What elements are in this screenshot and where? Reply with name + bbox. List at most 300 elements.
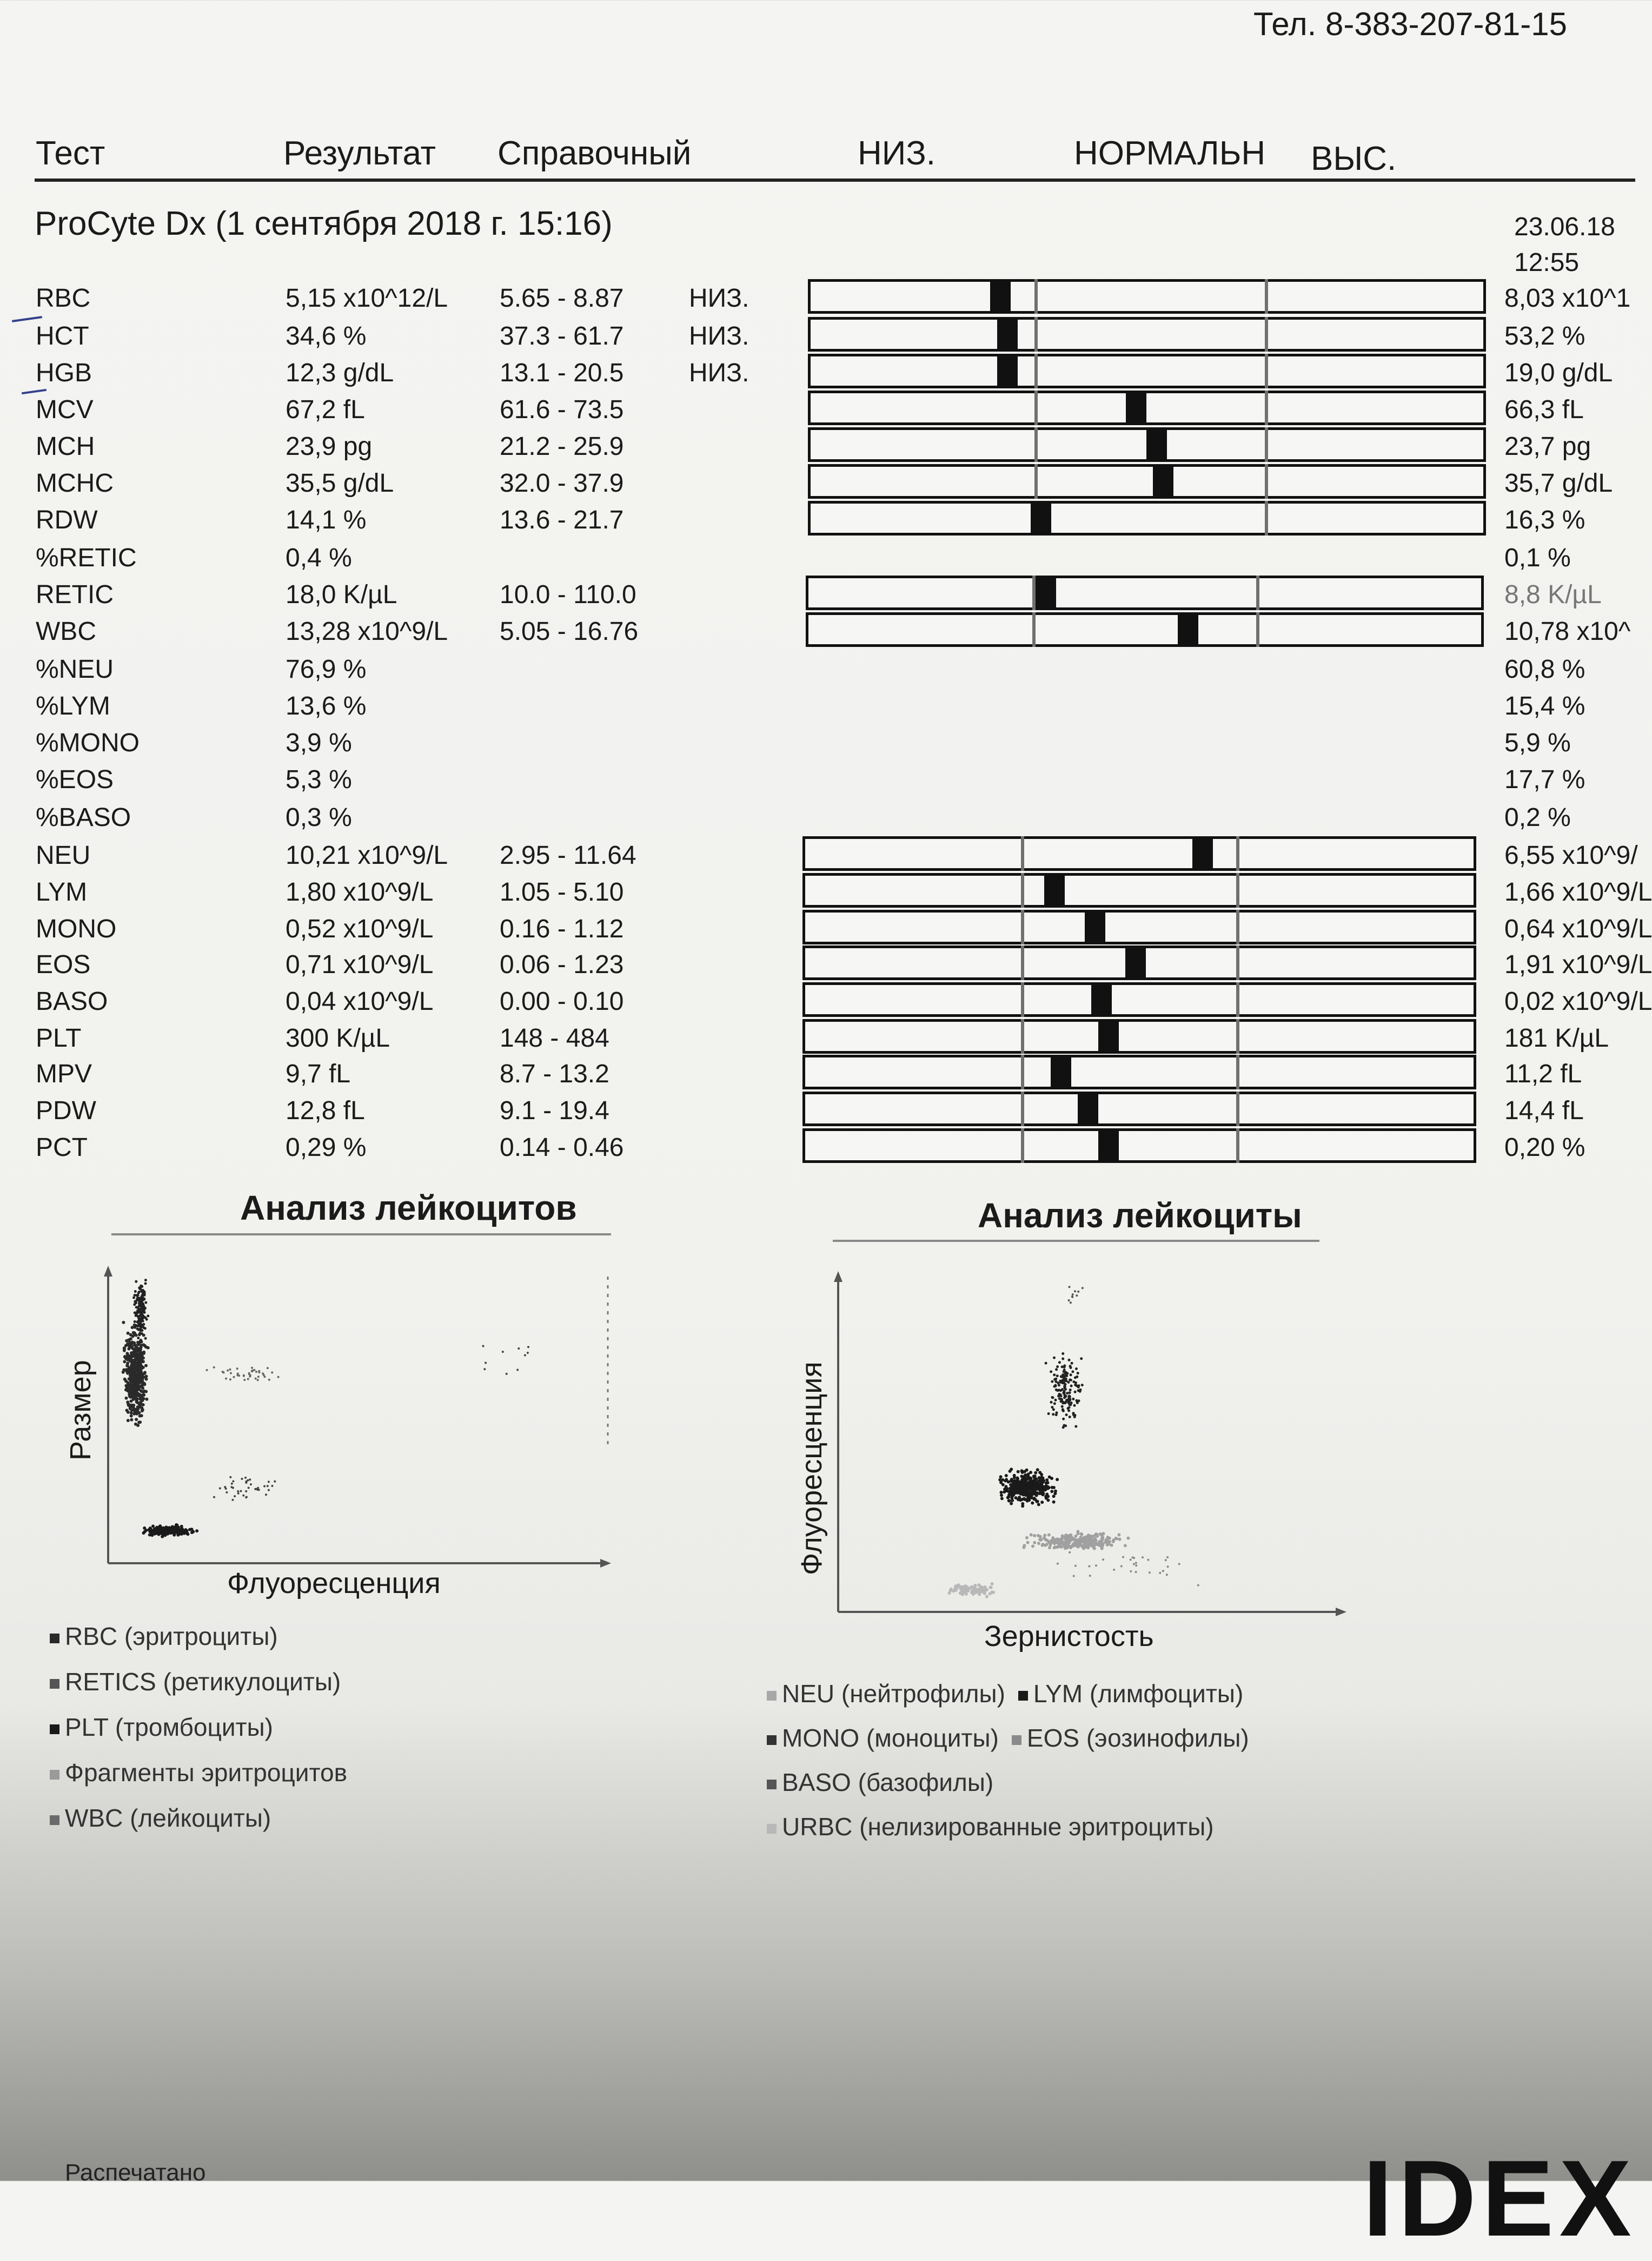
- scatter-dot: [250, 1483, 252, 1485]
- reference-range: 37.3 - 61.7: [500, 322, 624, 351]
- legend-row: [50, 1622, 360, 1651]
- scatter-dot: [268, 1379, 270, 1381]
- legend-item: [1012, 1724, 1249, 1752]
- scatter-dot: [1124, 1544, 1127, 1548]
- scatter-dot: [127, 1332, 130, 1335]
- legend-swatch: [1012, 1735, 1021, 1745]
- scatter-dot: [1017, 1470, 1020, 1473]
- scatter-dot: [1127, 1537, 1130, 1540]
- scatter-dot: [983, 1589, 986, 1592]
- scatter-dot: [135, 1324, 138, 1327]
- scatter-dot: [132, 1353, 135, 1356]
- range-bar-tick: [1265, 279, 1268, 314]
- scatter-dot: [230, 1486, 233, 1488]
- scatter-dot: [1023, 1497, 1026, 1500]
- scatter-dot: [231, 1499, 234, 1501]
- scatter-dot: [144, 1282, 147, 1285]
- scatter-dot: [263, 1374, 265, 1376]
- scatter-dot: [144, 1337, 147, 1340]
- scatter-dot: [141, 1399, 144, 1402]
- scatter-dot: [1069, 1389, 1072, 1391]
- scatter-dot: [126, 1387, 129, 1390]
- scatter-dot: [963, 1585, 966, 1589]
- scatter-dot: [257, 1376, 260, 1378]
- scatter-dot: [1159, 1572, 1161, 1574]
- result-marker: [997, 354, 1018, 388]
- test-name: RETIC: [36, 580, 114, 609]
- scatter-dot: [249, 1374, 251, 1377]
- previous-result: 0,2 %: [1504, 803, 1571, 832]
- scatter-dot: [1165, 1559, 1167, 1561]
- previous-result: 17,7 %: [1504, 765, 1585, 794]
- scatter-dot: [127, 1338, 130, 1341]
- scatter-dot: [1074, 1414, 1077, 1417]
- scatter-dot: [1080, 1357, 1083, 1360]
- scatter-dot: [1065, 1536, 1068, 1539]
- scatter-dot: [137, 1337, 140, 1339]
- previous-result: 60,8 %: [1504, 655, 1585, 684]
- legend-item: [50, 1804, 271, 1832]
- range-bar-tick: [1236, 1055, 1239, 1089]
- range-bar-tick: [1021, 1128, 1024, 1163]
- range-bar-tick: [1034, 427, 1038, 462]
- scatter-dot: [271, 1485, 274, 1487]
- scatter-dot: [140, 1341, 143, 1344]
- scatter-dot: [990, 1586, 993, 1589]
- range-bar-tick: [1265, 501, 1268, 536]
- scatter-dot: [1010, 1492, 1013, 1496]
- range-bar-rdw: [808, 501, 1486, 536]
- scatter-dot: [125, 1409, 129, 1412]
- previous-result: 8,03 x10^1: [1504, 284, 1631, 313]
- scatter-dot: [1015, 1481, 1018, 1484]
- scatter-dot: [1023, 1544, 1026, 1547]
- scatter-dot: [225, 1491, 228, 1493]
- scatter-dot: [1070, 1401, 1073, 1404]
- scatter-dot: [1067, 1398, 1070, 1400]
- scatter-dot: [999, 1475, 1003, 1478]
- scatter-dot: [227, 1370, 229, 1372]
- scatter-dot: [134, 1294, 136, 1297]
- scatter-dot: [483, 1368, 486, 1370]
- scatter-dot: [143, 1526, 146, 1530]
- scatter-dot: [136, 1385, 140, 1388]
- test-result: 12,8 fL: [286, 1096, 365, 1125]
- range-bar-mcv: [808, 391, 1486, 425]
- plot1-xlabel: Флуоресценция: [227, 1567, 441, 1599]
- test-name: PCT: [36, 1133, 88, 1162]
- scatter-dot: [1053, 1357, 1056, 1359]
- scatter-dot: [1100, 1547, 1104, 1550]
- scatter-dot: [1100, 1533, 1103, 1537]
- scatter-dot: [141, 1409, 144, 1412]
- test-name: MCH: [36, 432, 95, 461]
- scatter-dot: [958, 1585, 961, 1588]
- scatter-dot: [1094, 1539, 1097, 1542]
- test-name: BASO: [36, 987, 108, 1016]
- scatter-dot: [1054, 1490, 1057, 1493]
- previous-result: 15,4 %: [1504, 692, 1585, 720]
- scatter-dot: [1135, 1562, 1137, 1564]
- scatter-dot: [1047, 1412, 1050, 1415]
- scatter-dot: [124, 1344, 128, 1347]
- range-bar-tick: [1236, 1128, 1239, 1163]
- scatter-dot: [127, 1371, 130, 1374]
- scatter-dot: [1068, 1359, 1071, 1361]
- scatter-dot: [246, 1480, 248, 1483]
- scatter-dot: [126, 1381, 129, 1384]
- scatter-dot: [1064, 1425, 1067, 1427]
- legend-swatch: [50, 1815, 59, 1825]
- reference-range: 0.16 - 1.12: [500, 915, 624, 943]
- legend-swatch: [1018, 1691, 1028, 1701]
- legend-item: [767, 1680, 1005, 1708]
- scatter-dot: [1053, 1402, 1056, 1405]
- scatter-dot: [1050, 1477, 1053, 1480]
- scatter-dot: [142, 1323, 145, 1326]
- scatter-dot: [1050, 1370, 1052, 1373]
- scatter-dot: [257, 1379, 259, 1381]
- scatter-dot: [1027, 1472, 1030, 1476]
- scatter-dot: [1091, 1541, 1094, 1544]
- scatter-dot: [139, 1308, 142, 1311]
- scatter-dot: [229, 1476, 231, 1478]
- legend-item: [767, 1768, 993, 1796]
- test-name: MCHC: [36, 469, 114, 498]
- test-result: 12,3 g/dL: [286, 359, 394, 387]
- test-result: 5,3 %: [286, 765, 352, 794]
- test-name: HGB: [36, 359, 92, 387]
- scatter-dot: [1087, 1539, 1090, 1543]
- test-result: 13,6 %: [286, 692, 367, 720]
- scatter-dot: [1040, 1479, 1044, 1482]
- range-bar-tick: [1034, 279, 1038, 314]
- scatter-dot: [1053, 1373, 1056, 1376]
- scatter-dot: [485, 1362, 487, 1364]
- test-result: 5,15 x10^12/L: [286, 284, 448, 313]
- scatter-dot: [1071, 1362, 1073, 1365]
- scatter-dot: [1077, 1372, 1079, 1374]
- reference-range: 21.2 - 25.9: [500, 432, 624, 461]
- scatter-dot: [258, 1371, 260, 1373]
- test-result: 0,29 %: [286, 1133, 367, 1162]
- scatter-dot: [1122, 1556, 1124, 1558]
- scatter-dot: [1047, 1541, 1051, 1544]
- reference-range: 0.00 - 0.10: [500, 987, 624, 1016]
- scatter-dot: [1037, 1503, 1040, 1506]
- scatter-dot: [1149, 1571, 1151, 1574]
- scatter-dot: [1062, 1392, 1065, 1394]
- scatter-dot: [1037, 1483, 1040, 1486]
- scatter-dot: [267, 1485, 269, 1487]
- legend-item: [50, 1713, 273, 1741]
- scatter-dot: [133, 1392, 136, 1396]
- scatter-dot: [1080, 1533, 1083, 1536]
- header-test: Тест: [36, 135, 105, 172]
- test-name: MCV: [36, 395, 94, 424]
- test-name: NEU: [36, 841, 91, 870]
- result-marker: [1091, 982, 1112, 1017]
- scatter-dot: [1020, 1479, 1024, 1483]
- legend-swatch: [50, 1724, 59, 1734]
- reference-range: 2.95 - 11.64: [500, 841, 636, 870]
- scatter-dot: [1074, 1376, 1077, 1379]
- scatter-dot: [1000, 1497, 1004, 1500]
- scatter-dot: [1058, 1389, 1060, 1391]
- test-name: MPV: [36, 1060, 92, 1088]
- scatter-dot: [1055, 1413, 1058, 1416]
- scatter-dot: [138, 1305, 141, 1307]
- scatter-dot: [144, 1301, 147, 1304]
- scatter-dot: [191, 1530, 195, 1533]
- scatter-dot: [990, 1591, 993, 1594]
- scatter-dot: [1027, 1488, 1031, 1491]
- scatter-dot: [991, 1582, 994, 1585]
- test-name: RBC: [36, 284, 91, 313]
- test-name: RDW: [36, 506, 98, 534]
- scatter-dot: [130, 1418, 133, 1422]
- scatter-dot: [966, 1589, 970, 1592]
- result-marker: [997, 317, 1018, 352]
- scatter-dot: [181, 1532, 184, 1535]
- scatter-dot: [125, 1397, 128, 1400]
- scatter-dot: [134, 1320, 136, 1323]
- scatter-dot: [1006, 1496, 1010, 1499]
- scatter-dot: [123, 1347, 126, 1350]
- header-result: Результат: [283, 135, 436, 172]
- scatter-dot: [137, 1421, 141, 1424]
- scatter-dot: [1008, 1499, 1011, 1503]
- test-name: %RETIC: [36, 544, 137, 572]
- legend-item: [50, 1668, 341, 1696]
- scatter-dot: [1045, 1362, 1047, 1365]
- previous-date: 23.06.18: [1514, 213, 1615, 241]
- range-bar-hgb: [808, 354, 1486, 388]
- scatter-dot: [1081, 1384, 1084, 1386]
- scatter-dot: [1051, 1396, 1054, 1399]
- scatter-dot: [527, 1352, 529, 1354]
- scatter-dot: [1053, 1545, 1057, 1549]
- scatter-dot: [527, 1346, 529, 1348]
- scatter-dot: [136, 1297, 139, 1299]
- scatter-dot: [1084, 1543, 1087, 1546]
- scatter-dot: [223, 1371, 225, 1373]
- scatter-dot: [1000, 1491, 1003, 1494]
- plot2-title: Анализ лейкоциты: [978, 1196, 1302, 1235]
- scatter-dot: [1070, 1373, 1072, 1376]
- range-bar-lym: [802, 873, 1476, 908]
- scatter-dot: [1118, 1538, 1122, 1541]
- range-bar-mpv: [802, 1055, 1476, 1089]
- scatter-dot: [1031, 1482, 1034, 1485]
- scatter-dot: [506, 1373, 508, 1375]
- scatter-dot: [1030, 1533, 1033, 1537]
- scatter-dot: [134, 1290, 137, 1293]
- test-name: PLT: [36, 1024, 82, 1053]
- reference-range: 32.0 - 37.9: [500, 469, 624, 498]
- legend-swatch: [767, 1780, 777, 1789]
- scatter-dot: [1065, 1380, 1067, 1383]
- scatter-dot: [229, 1368, 231, 1371]
- scatter-dot: [135, 1311, 138, 1314]
- previous-result: 0,20 %: [1504, 1133, 1585, 1162]
- scatter-dot: [1062, 1410, 1065, 1412]
- scatter-dot: [175, 1523, 178, 1526]
- result-marker: [1031, 501, 1051, 536]
- scatter-dot: [1063, 1381, 1065, 1384]
- scatter-dot: [138, 1393, 141, 1396]
- range-bar-tick: [1021, 1019, 1024, 1054]
- range-bar-neu: [802, 836, 1476, 871]
- legend-label: Фрагменты эритроцитов: [65, 1758, 348, 1787]
- reference-range: 13.1 - 20.5: [500, 359, 624, 387]
- scatter-dot: [1063, 1386, 1066, 1389]
- scatter-dot: [1011, 1499, 1014, 1502]
- scatter-dot: [1055, 1368, 1058, 1371]
- reference-range: 0.14 - 0.46: [500, 1133, 624, 1162]
- scatter-dot: [1106, 1536, 1110, 1539]
- scatter-dot: [138, 1332, 141, 1334]
- scatter-dot: [1043, 1486, 1046, 1489]
- scatter-dot: [1063, 1364, 1066, 1367]
- previous-result: 10,78 x10^: [1504, 617, 1631, 646]
- scatter-dot: [1050, 1490, 1053, 1493]
- scatter-dot: [1067, 1410, 1070, 1412]
- scatter-dot: [1052, 1413, 1054, 1416]
- scatter-dot: [1058, 1361, 1061, 1364]
- previous-result: 53,2 %: [1504, 322, 1585, 351]
- range-bar-tick: [1236, 873, 1239, 908]
- scatter-dot: [245, 1490, 247, 1492]
- range-bar-tick: [1236, 836, 1239, 871]
- scatter-dot: [137, 1292, 140, 1294]
- reference-range: 61.6 - 73.5: [500, 395, 624, 424]
- previous-result: 14,4 fL: [1504, 1096, 1584, 1125]
- scatter-dot: [1073, 1404, 1076, 1407]
- scatter-dot: [1133, 1563, 1135, 1565]
- plot1-scatter: [65, 1260, 616, 1596]
- result-marker: [1098, 1019, 1119, 1054]
- scatter-dot: [130, 1380, 133, 1384]
- range-bar-wbc: [806, 612, 1484, 647]
- scatter-dot: [143, 1390, 146, 1393]
- scatter-dot: [213, 1496, 215, 1498]
- scatter-dot: [1062, 1418, 1065, 1420]
- scatter-dot: [233, 1376, 235, 1378]
- plot2-scatter: [806, 1266, 1357, 1634]
- flag-low: НИЗ.: [689, 322, 749, 351]
- legend-row: [50, 1803, 360, 1833]
- scatter-dot: [140, 1353, 143, 1356]
- test-result: 3,9 %: [286, 729, 352, 757]
- range-bar-tick: [1021, 1092, 1024, 1126]
- scatter-dot: [168, 1526, 171, 1529]
- scatter-dot: [126, 1362, 129, 1365]
- scatter-dot: [135, 1314, 137, 1317]
- scatter-dot: [265, 1493, 267, 1496]
- scatter-dot: [1089, 1575, 1091, 1577]
- range-bar-tick: [1034, 464, 1038, 499]
- range-bar-retic: [806, 576, 1484, 610]
- scatter-dot: [502, 1351, 504, 1353]
- scatter-dot: [1063, 1401, 1066, 1404]
- scatter-dot: [1056, 1365, 1059, 1368]
- scatter-dot: [141, 1285, 143, 1288]
- table-row: [0, 540, 1635, 577]
- plot2-legend: [767, 1679, 1262, 1856]
- scatter-dot: [123, 1360, 126, 1363]
- scatter-dot: [236, 1367, 238, 1370]
- result-marker: [1153, 464, 1173, 499]
- scatter-dot: [1059, 1545, 1062, 1548]
- legend-row: [50, 1667, 360, 1696]
- scatter-dot: [160, 1530, 163, 1533]
- scatter-dot: [1052, 1408, 1055, 1411]
- range-bar-tick: [1021, 1055, 1024, 1089]
- scatter-dot: [245, 1496, 247, 1498]
- scatter-dot: [984, 1585, 987, 1589]
- scatter-dot: [1108, 1540, 1111, 1543]
- scatter-dot: [1065, 1371, 1067, 1374]
- scatter-dot: [1069, 1391, 1071, 1394]
- scatter-dot: [1000, 1493, 1003, 1497]
- scatter-dot: [1087, 1533, 1090, 1537]
- reference-range: 8.7 - 13.2: [500, 1060, 609, 1088]
- scatter-dot: [1041, 1544, 1044, 1547]
- scatter-dot: [237, 1492, 240, 1495]
- scatter-dot: [1197, 1584, 1199, 1586]
- test-result: 76,9 %: [286, 655, 367, 684]
- scatter-dot: [1096, 1535, 1099, 1538]
- scatter-dot: [243, 1374, 245, 1377]
- range-bar-tick: [1236, 910, 1239, 944]
- scatter-dot: [518, 1347, 520, 1350]
- scatter-dot: [129, 1404, 132, 1407]
- scatter-dot: [482, 1345, 485, 1347]
- scatter-dot: [267, 1367, 269, 1369]
- scatter-dot: [1069, 1286, 1071, 1288]
- legend-item: [50, 1622, 278, 1650]
- scatter-dot: [143, 1382, 146, 1385]
- scatter-dot: [1092, 1545, 1095, 1549]
- range-bar-tick: [1034, 391, 1038, 425]
- previous-result: 5,9 %: [1504, 729, 1571, 757]
- legend-label: URBC (нелизированные эритроциты): [782, 1813, 1214, 1841]
- test-name: %MONO: [36, 729, 140, 757]
- scatter-dot: [131, 1395, 135, 1398]
- scatter-dot: [224, 1486, 226, 1488]
- scatter-dot: [1046, 1481, 1050, 1484]
- scatter-dot: [142, 1290, 145, 1293]
- result-marker: [1125, 946, 1146, 980]
- scatter-dot: [130, 1411, 133, 1414]
- scatter-dot: [1061, 1405, 1064, 1408]
- plot1-ylabel: Размер: [64, 1360, 97, 1460]
- test-result: 67,2 fL: [286, 395, 365, 424]
- test-result: 300 K/µL: [286, 1024, 390, 1053]
- scatter-dot: [1045, 1478, 1049, 1482]
- scatter-dot: [1041, 1492, 1044, 1496]
- test-result: 9,7 fL: [286, 1060, 351, 1088]
- scatter-dot: [1065, 1413, 1068, 1416]
- scatter-dot: [1038, 1489, 1041, 1492]
- scatter-dot: [1105, 1541, 1108, 1544]
- scatter-dot: [1034, 1482, 1037, 1485]
- scatter-dot: [1058, 1397, 1061, 1400]
- range-bar-mono: [802, 910, 1476, 944]
- scatter-dot: [1035, 1491, 1038, 1495]
- test-name: %BASO: [36, 803, 131, 832]
